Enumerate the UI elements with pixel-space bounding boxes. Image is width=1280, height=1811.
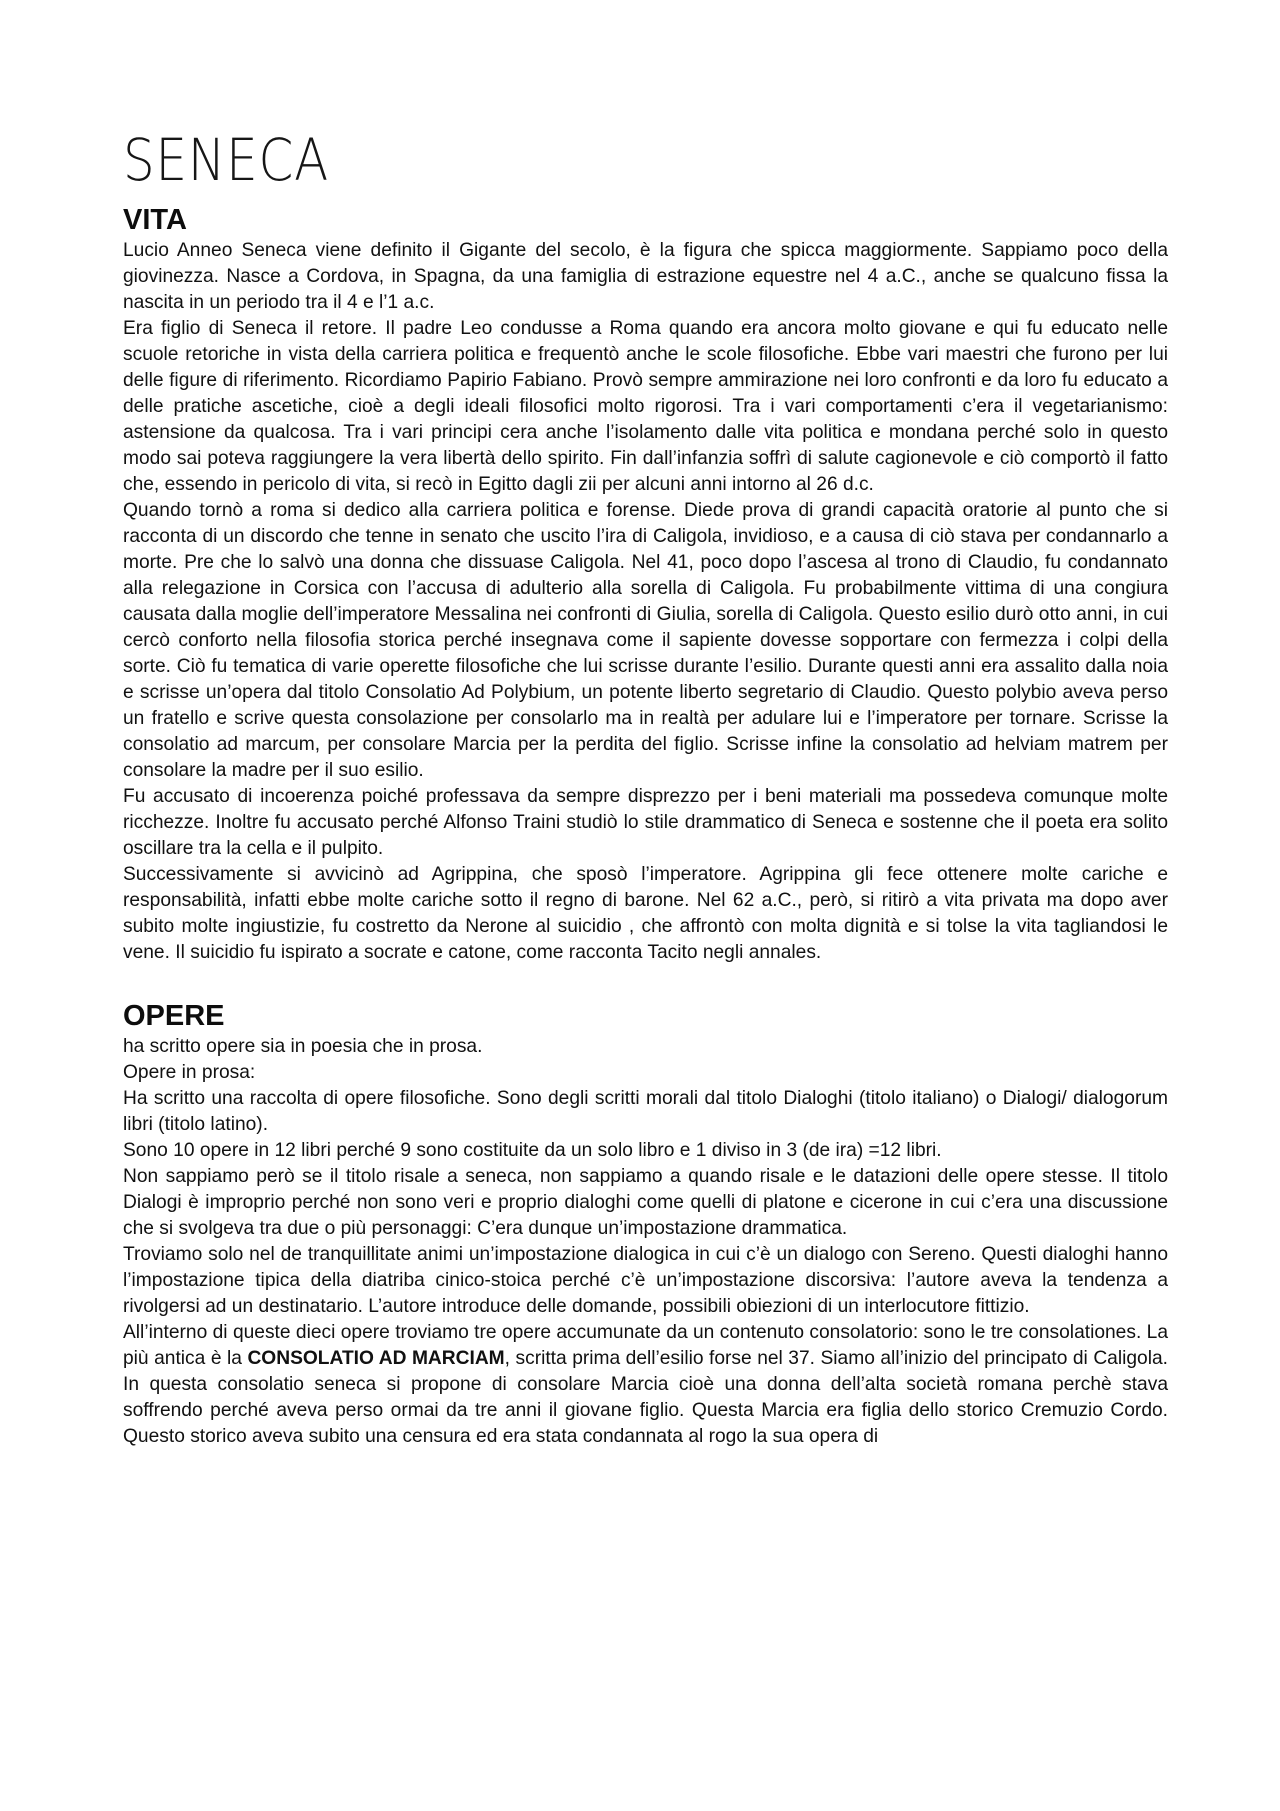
paragraph: Quando tornò a roma si dedico alla carriera politica e forense. Diede prova di grandi capacità oratorie al punto che si racconta di un discordo che tenne in senato che uscito l’ira di Caligola, invidioso, e a causa di ciò stava per condannarlo a morte. Pre che lo salvò una donna che dissuase Caligola. Nel 41, poco dopo l’ascesa al trono di Claudio, fu condannato alla relegazione in Corsica con l’accusa di adulterio alla sorella di Caligola. Fu probabilmente vittima di una congiura causata dalla moglie dell’imperatore Messalina nei confronti di Giulia, sorella di Caligola. Questo esilio durò otto anni, in cui cercò conforto nella filosofia storica perché insegnava come il sapiente dovesse sopportare con fermezza i colpi della sorte. Ciò fu tematica di varie operette filosofiche che lui scrisse durante l’esilio. Durante questi anni era assalito dalla noia e scrisse un’opera dal titolo Consolatio Ad Polybium, un potente liberto segretario di Claudio. Questo polybio aveva perso un fratello e scrive questa consolazione per consolarlo ma in realtà per adulare lui e l’imperatore per tornare. Scrisse la consolatio ad marcum, per consolare Marcia per la perdita del figlio. Scrisse infine la consolatio ad helviam matrem per consolare la madre per il suo esilio. xyxy=(123,500,1168,781)
section-heading-vita: VITA xyxy=(123,204,187,236)
paragraph: Ha scritto una raccolta di opere filosofiche. Sono degli scritti morali dal titolo Dialoghi (titolo italiano) o Dialogi/ dialogorum libri (titolo latino). xyxy=(123,1088,1168,1135)
section-opere xyxy=(123,998,1168,1450)
paragraph-text: , scritta prima dell’esilio forse nel 37. Siamo all’inizio del principato di Caligola. In questa consolatio seneca si propone di consolare Marcia cioè una donna dell’alta società romana perchè stava soffrendo perché aveva perso ormai da tre anni il giovane figlio. Questa Marcia era figlia dello storico Cremuzio Cordo. Questo storico aveva subito una censura ed era stata condannata al rogo la sua opera di xyxy=(123,1348,1168,1447)
paragraph: Non sappiamo però se il titolo risale a seneca, non sappiamo a quando risale e le datazioni delle opere stesse. Il titolo Dialogi è improprio perché non sono veri e proprio dialoghi come quelli di platone e cicerone in cui c’era una discussione che si svolgeva tra due o più personaggi: C’era dunque un’impostazione drammatica. xyxy=(123,1166,1168,1239)
paragraph: Era figlio di Seneca il retore. Il padre Leo condusse a Roma quando era ancora molto giovane e qui fu educato nelle scuole retoriche in vista della carriera politica e frequentò anche le scole filosofiche. Ebbe vari maestri che furono per lui delle figure di riferimento. Ricordiamo Papirio Fabiano. Provò sempre ammirazione nei loro confronti e da loro fu educato a delle pratiche ascetiche, cioè a degli ideali filosofici molto rigorosi. Tra i vari comportamenti c’era il vegetarianismo: astensione da qualcosa. Tra i vari principi cera anche l’isolamento dalle vita politica e mondana perché solo in questo modo sai poteva raggiungere la vera libertà dello spirito. Fin dall’infanzia soffrì di salute cagionevole e ciò comportò il fatto che, essendo in pericolo di vita, si recò in Egitto dagli zii per alcuni anni intorno al 26 d.c. xyxy=(123,318,1168,495)
paragraph: Fu accusato di incoerenza poiché professava da sempre disprezzo per i beni materiali ma possedeva comunque molte ricchezze. Inoltre fu accusato perché Alfonso Traini studiò lo stile drammatico di Seneca e sostenne che il poeta era solito oscillare tra la cella e il pulpito. xyxy=(123,786,1168,859)
paragraph: Opere in prosa: xyxy=(123,1062,256,1083)
paragraph: Sono 10 opere in 12 libri perché 9 sono costituite da un solo libro e 1 diviso in 3 (de ira) =12 libri. xyxy=(123,1140,942,1161)
paragraph: Lucio Anneo Seneca viene definito il Gigante del secolo, è la figura che spicca maggiormente. Sappiamo poco della giovinezza. Nasce a Cordova, in Spagna, da una famiglia di estrazione equestre nel 4 a.C., anche se qualcuno fissa la nascita in un periodo tra il 4 e l’1 a.c. xyxy=(123,240,1168,313)
section-heading-opere: OPERE xyxy=(123,1000,225,1032)
paragraph: Troviamo solo nel de tranquillitate animi un’impostazione dialogica in cui c’è un dialogo con Sereno. Questi dialoghi hanno l’impostazione tipica della diatriba cinico-stoica perché c’è un’impostazione discorsiva: l’autore aveva la tendenza a rivolgersi ad un destinatario. L’autore introduce delle domande, possibili obiezioni di un interlocutore fittizio. xyxy=(123,1244,1168,1317)
document-page xyxy=(123,118,1168,1450)
paragraph-text: All’interno di queste dieci opere troviamo tre opere accumunate da un contenuto consolatorio: sono le tre consolationes. La più antica è la xyxy=(123,1322,1168,1369)
paragraph-consolatio xyxy=(123,1320,1168,1450)
section-vita xyxy=(123,202,1168,966)
work-title-bold: CONSOLATIO AD MARCIAM xyxy=(247,1348,505,1369)
document-title: SENECA xyxy=(123,126,330,194)
paragraph: ha scritto opere sia in poesia che in prosa. xyxy=(123,1036,483,1057)
paragraph: Successivamente si avvicinò ad Agrippina, che sposò l’imperatore. Agrippina gli fece ottenere molte cariche e responsabilità, infatti ebbe molte cariche sotto il regno di barone. Nel 62 a.C., però, si ritirò a vita privata ma dopo aver subito molte ingiustizie, fu costretto da Nerone al suicidio , che affrontò con molta dignità e si tolse la vita tagliandosi le vene. Il suicidio fu ispirato a socrate e catone, come racconta Tacito negli annales. xyxy=(123,864,1168,963)
